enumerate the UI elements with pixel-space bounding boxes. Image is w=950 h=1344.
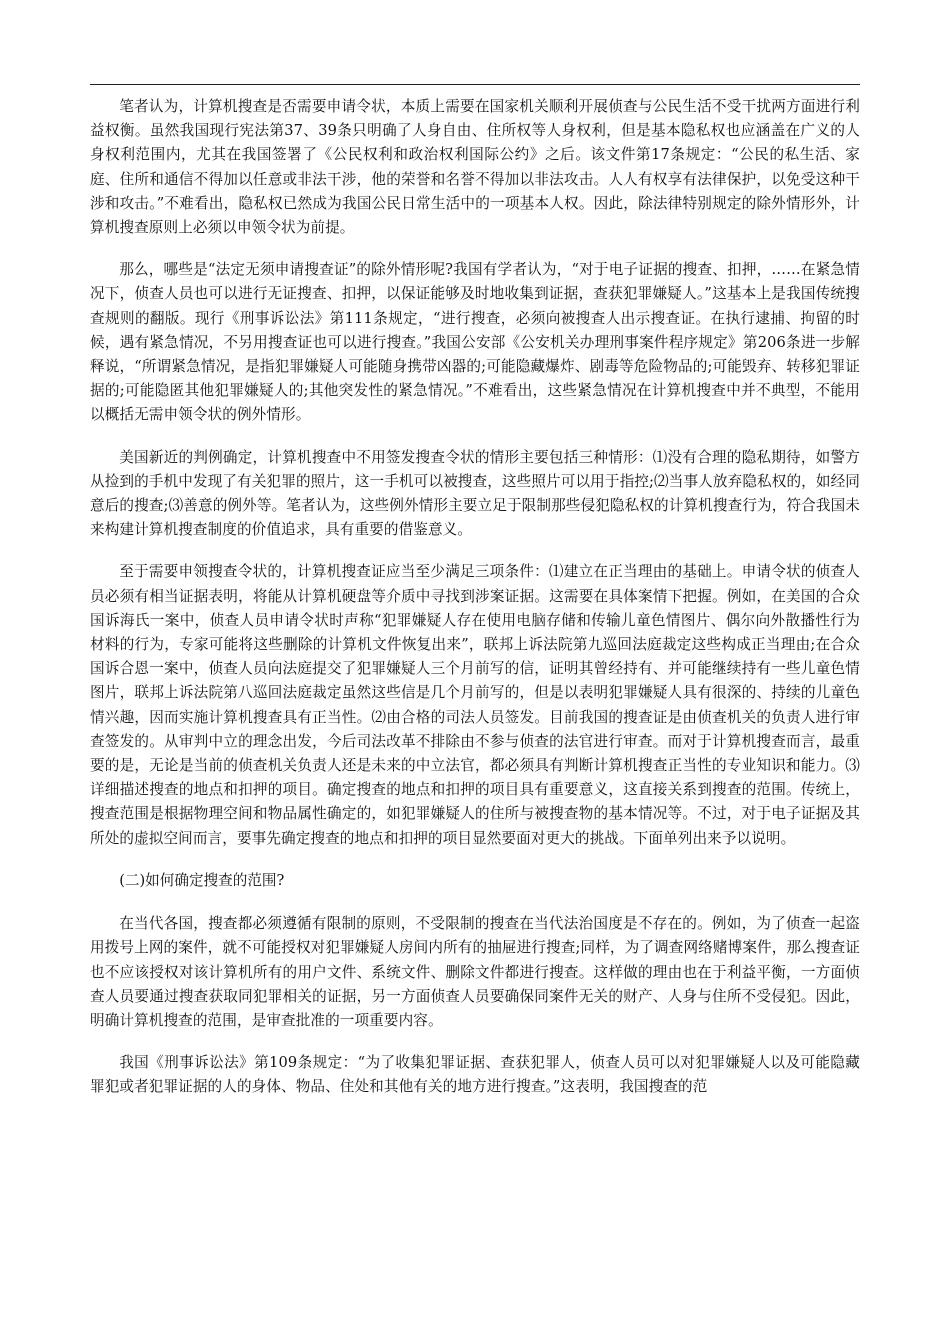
paragraph: 美国新近的判例确定，计算机搜查中不用签发搜查令状的情形主要包括三种情形：⑴没有合理的隐私期待，如警方从捡到的手机中发现了有关犯罪的照片，这一手机可以被搜查，这些照片可以用于指控;⑵当事人放弃隐私权的，如经同意后的搜查;⑶善意的例外等。笔者认为，这些例外情形主要立足于限制那些侵犯隐私权的计算机搜查行为，符合我国未来构建计算机搜查制度的价值追求，具有重要的借鉴意义。: [90, 448, 860, 539]
paragraph: 我国《刑事诉讼法》第109条规定：“为了收集犯罪证据、查获犯罪人，侦查人员可以对犯罪嫌疑人以及可能隐藏罪犯或者犯罪证据的人的身体、物品、住处和其他有关的地方进行搜查。”这表明，我国搜查的范: [90, 1054, 860, 1096]
paragraph: 在当代各国，搜查都必须遵循有限制的原则，不受限制的搜查在当代法治国度是不存在的。例如，为了侦查一起盗用拨号上网的案件，就不可能授权对犯罪嫌疑人房间内所有的抽屉进行搜查;同样，为了调查网络赌博案件，那么搜查证也不应该授权对该计算机所有的用户文件、系统文件、删除文件都进行搜查。这样做的理由也在于利益平衡，一方面侦查人员要通过搜查获取同犯罪相关的证据，另一方面侦查人员要确保同案件无关的财产、人身与住所不受侵犯。因此，明确计算机搜查的范围，是审查批准的一项重要内容。: [90, 915, 860, 1029]
paragraph: 至于需要申领搜查令状的，计算机搜查证应当至少满足三项条件：⑴建立在正当理由的基础上。申请令状的侦查人员必须有相当证据表明，将能从计算机硬盘等介质中寻找到涉案证据。这需要在具体案情下把握。例如，在美国的合众国诉海氏一案中，侦查人员申请令状时声称“犯罪嫌疑人存在使用电脑存储和传输儿童色情图片、偶尔向外散播性行为材料的行为，专家可能将这些删除的计算机文件恢复出来”，联邦上诉法院第九巡回法庭裁定这些构成正当理由;在合众国诉合恩一案中，侦查人员向法庭提交了犯罪嫌疑人三个月前写的信，证明其曾经持有、并可能继续持有一些儿童色情图片，联邦上诉法院第八巡回法庭裁定虽然这些信是几个月前写的，但是以表明犯罪嫌疑人具有很深的、持续的儿童色情兴趣，因而实施计算机搜查具有正当性。⑵由合格的司法人员签发。目前我国的搜查证是由侦查机关的负责人进行审查签发的。从审判中立的理念出发，今后司法改革不排除由不参与侦查的法官进行审查。而对于计算机搜查而言，最重要的是，无论是当前的侦查机关负责人还是未来的中立法官，都必须具有判断计算机搜查正当性的专业知识和能力。⑶详细描述搜查的地点和扣押的项目。确定搜查的地点和扣押的项目具有重要意义，这直接关系到搜查的范围。传统上，搜查范围是根据物理空间和物品属性确定的，如犯罪嫌疑人的住所与被搜查物的基本情况等。不过，对于电子证据及其所处的虚拟空间而言，要事先确定搜查的地点和扣押的项目显然要面对更大的挑战。下面单列出来予以说明。: [90, 563, 860, 847]
document-body: [90, 95, 860, 1118]
section-heading: (二)如何确定搜查的范围?: [119, 871, 285, 889]
header-rule: [90, 84, 860, 85]
paragraph: 笔者认为，计算机搜查是否需要申请令状，本质上需要在国家机关顺利开展侦查与公民生活不受干扰两方面进行利益权衡。虽然我国现行宪法第37、39条只明确了人身自由、住所权等人身权利，但是基本隐私权也应涵盖在广义的人身权利范围内，尤其在我国签署了《公民权利和政治权利国际公约》之后。该文件第17条规定：“公民的私生活、家庭、住所和通信不得加以任意或非法干涉，他的荣誉和名誉不得加以非法攻击。人人有权享有法律保护，以免受这种干涉和攻击。”不难看出，隐私权已然成为我国公民日常生活中的一项基本人权。因此，除法律特别规定的除外情形外，计算机搜查原则上必须以申领令状为前提。: [90, 98, 860, 237]
paragraph: 那么，哪些是“法定无须申请搜查证”的除外情形呢?我国有学者认为，“对于电子证据的搜查、扣押，……在紧急情况下，侦查人员也可以进行无证搜查、扣押，以保证能够及时地收集到证据，查获犯罪嫌疑人。”这基本上是我国传统搜查规则的翻版。现行《刑事诉讼法》第111条规定，“进行搜查，必须向被搜查人出示搜查证。在执行逮捕、拘留的时候，遇有紧急情况，不另用搜查证也可以进行搜查。”我国公安部《公安机关办理刑事案件程序规定》第206条进一步解释说，“所谓紧急情况，是指犯罪嫌疑人可能随身携带凶器的;可能隐藏爆炸、剧毒等危险物品的;可能毁弃、转移犯罪证据的;可能隐匿其他犯罪嫌疑人的;其他突发性的紧急情况。”不难看出，这些紧急情况在计算机搜查中并不典型，不能用以概括无需申领令状的例外情形。: [90, 261, 860, 424]
